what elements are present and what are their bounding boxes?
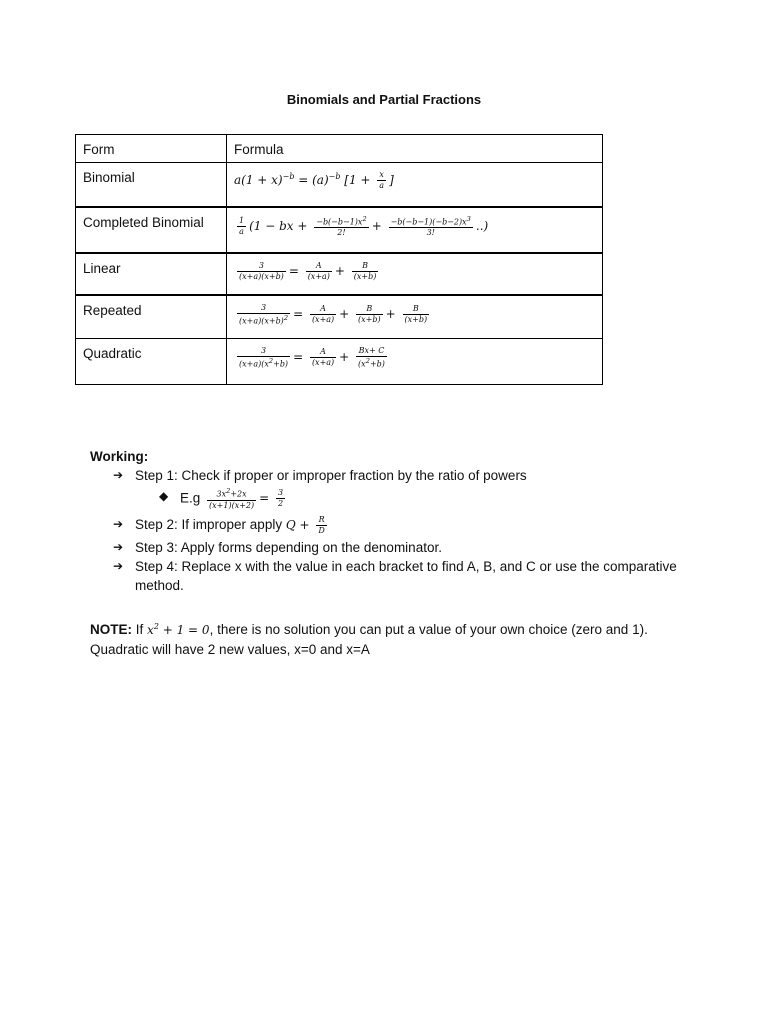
header-form: Form — [76, 135, 227, 163]
form-cell: Completed Binomial — [76, 207, 227, 253]
improper-formula: Q + $\frac{R}{D}$ — [285, 514, 325, 535]
arrow-bullet-icon: ➔ — [113, 539, 124, 554]
completed-binomial-formula: $\frac{1}{a}$ (1 − bx + $\frac{-b(-b-1)x^2}{2!}$ + $\frac{-b(-b-1)(-b-2)x^3}{3!}$ ..) — [239, 214, 489, 238]
form-cell: Repeated — [76, 295, 227, 339]
note-label: NOTE: — [90, 621, 132, 637]
note-line2: Quadratic will have 2 new values, x=0 and x=A — [90, 641, 370, 657]
step-item — [90, 466, 690, 485]
step-text: Step 1: Check if proper or improper fraction by the ratio of powers — [135, 468, 527, 483]
note-text-before: If — [135, 621, 144, 637]
example-item — [90, 487, 690, 511]
note-equation: $x^2 + 1 = 0$ — [147, 621, 210, 637]
note-text-after: , there is no solution you can put a value of your own choice (zero and 1). — [209, 621, 648, 637]
binomial-formula: $a(1 + x)^{-b} = (a)^{-b}$ [1 + $\frac{x}{a}$ ] — [234, 170, 394, 190]
formula-cell — [227, 163, 603, 207]
working-heading: Working: — [90, 449, 149, 464]
example-formula: $\frac{3x^2+2x}{(x+1)(x+2)}$ = $\frac{3}{2}$ — [209, 487, 284, 510]
form-cell: Quadratic — [76, 339, 227, 385]
header-formula: Formula — [227, 135, 603, 163]
note-paragraph — [90, 617, 690, 659]
table-header-row — [76, 135, 603, 163]
form-cell: Binomial — [76, 163, 227, 207]
formula-cell — [227, 207, 603, 253]
page-title: Binomials and Partial Fractions — [286, 92, 482, 107]
step-item — [90, 557, 690, 595]
example-prefix: E.g — [180, 490, 201, 506]
table-row — [76, 207, 603, 253]
quadratic-formula: $\frac{3}{(x+a)(x^2+b)}$ = $\frac{A}{(x+a)}$ + $\frac{Bx+ C}{(x^2+b)}$ — [239, 346, 385, 369]
formula-cell — [227, 339, 603, 385]
table-row — [76, 339, 603, 385]
partial-fractions-table — [75, 134, 603, 385]
arrow-bullet-icon: ➔ — [113, 516, 124, 531]
arrow-bullet-icon: ➔ — [113, 558, 124, 573]
form-cell: Linear — [76, 253, 227, 295]
diamond-bullet-icon: ◆ — [159, 489, 169, 503]
working-section — [90, 447, 690, 659]
step-text: Step 3: Apply forms depending on the denominator. — [135, 539, 442, 555]
step-text: Step 4: Replace x with the value in each bracket to find A, B, and C or use the comparative method. — [135, 558, 677, 593]
arrow-bullet-icon: ➔ — [113, 468, 124, 482]
formula-cell — [227, 253, 603, 295]
linear-formula: $\frac{3}{(x+a)(x+b)}$ = $\frac{A}{(x+a)}$ + $\frac{B}{(x+b)}$ — [239, 260, 377, 281]
formula-cell — [227, 295, 603, 339]
table-row — [76, 253, 603, 295]
step-item — [90, 515, 690, 536]
step-item — [90, 538, 690, 557]
step-text: Step 2: If improper apply — [135, 516, 283, 532]
repeated-formula: $\frac{3}{(x+a)(x+b)^2}$ = $\frac{A}{(x+a)}$ + $\frac{B}{(x+b)}$ + $\frac{B}{(x+b)}$ — [239, 302, 428, 326]
table-row — [76, 163, 603, 207]
table-row — [76, 295, 603, 339]
